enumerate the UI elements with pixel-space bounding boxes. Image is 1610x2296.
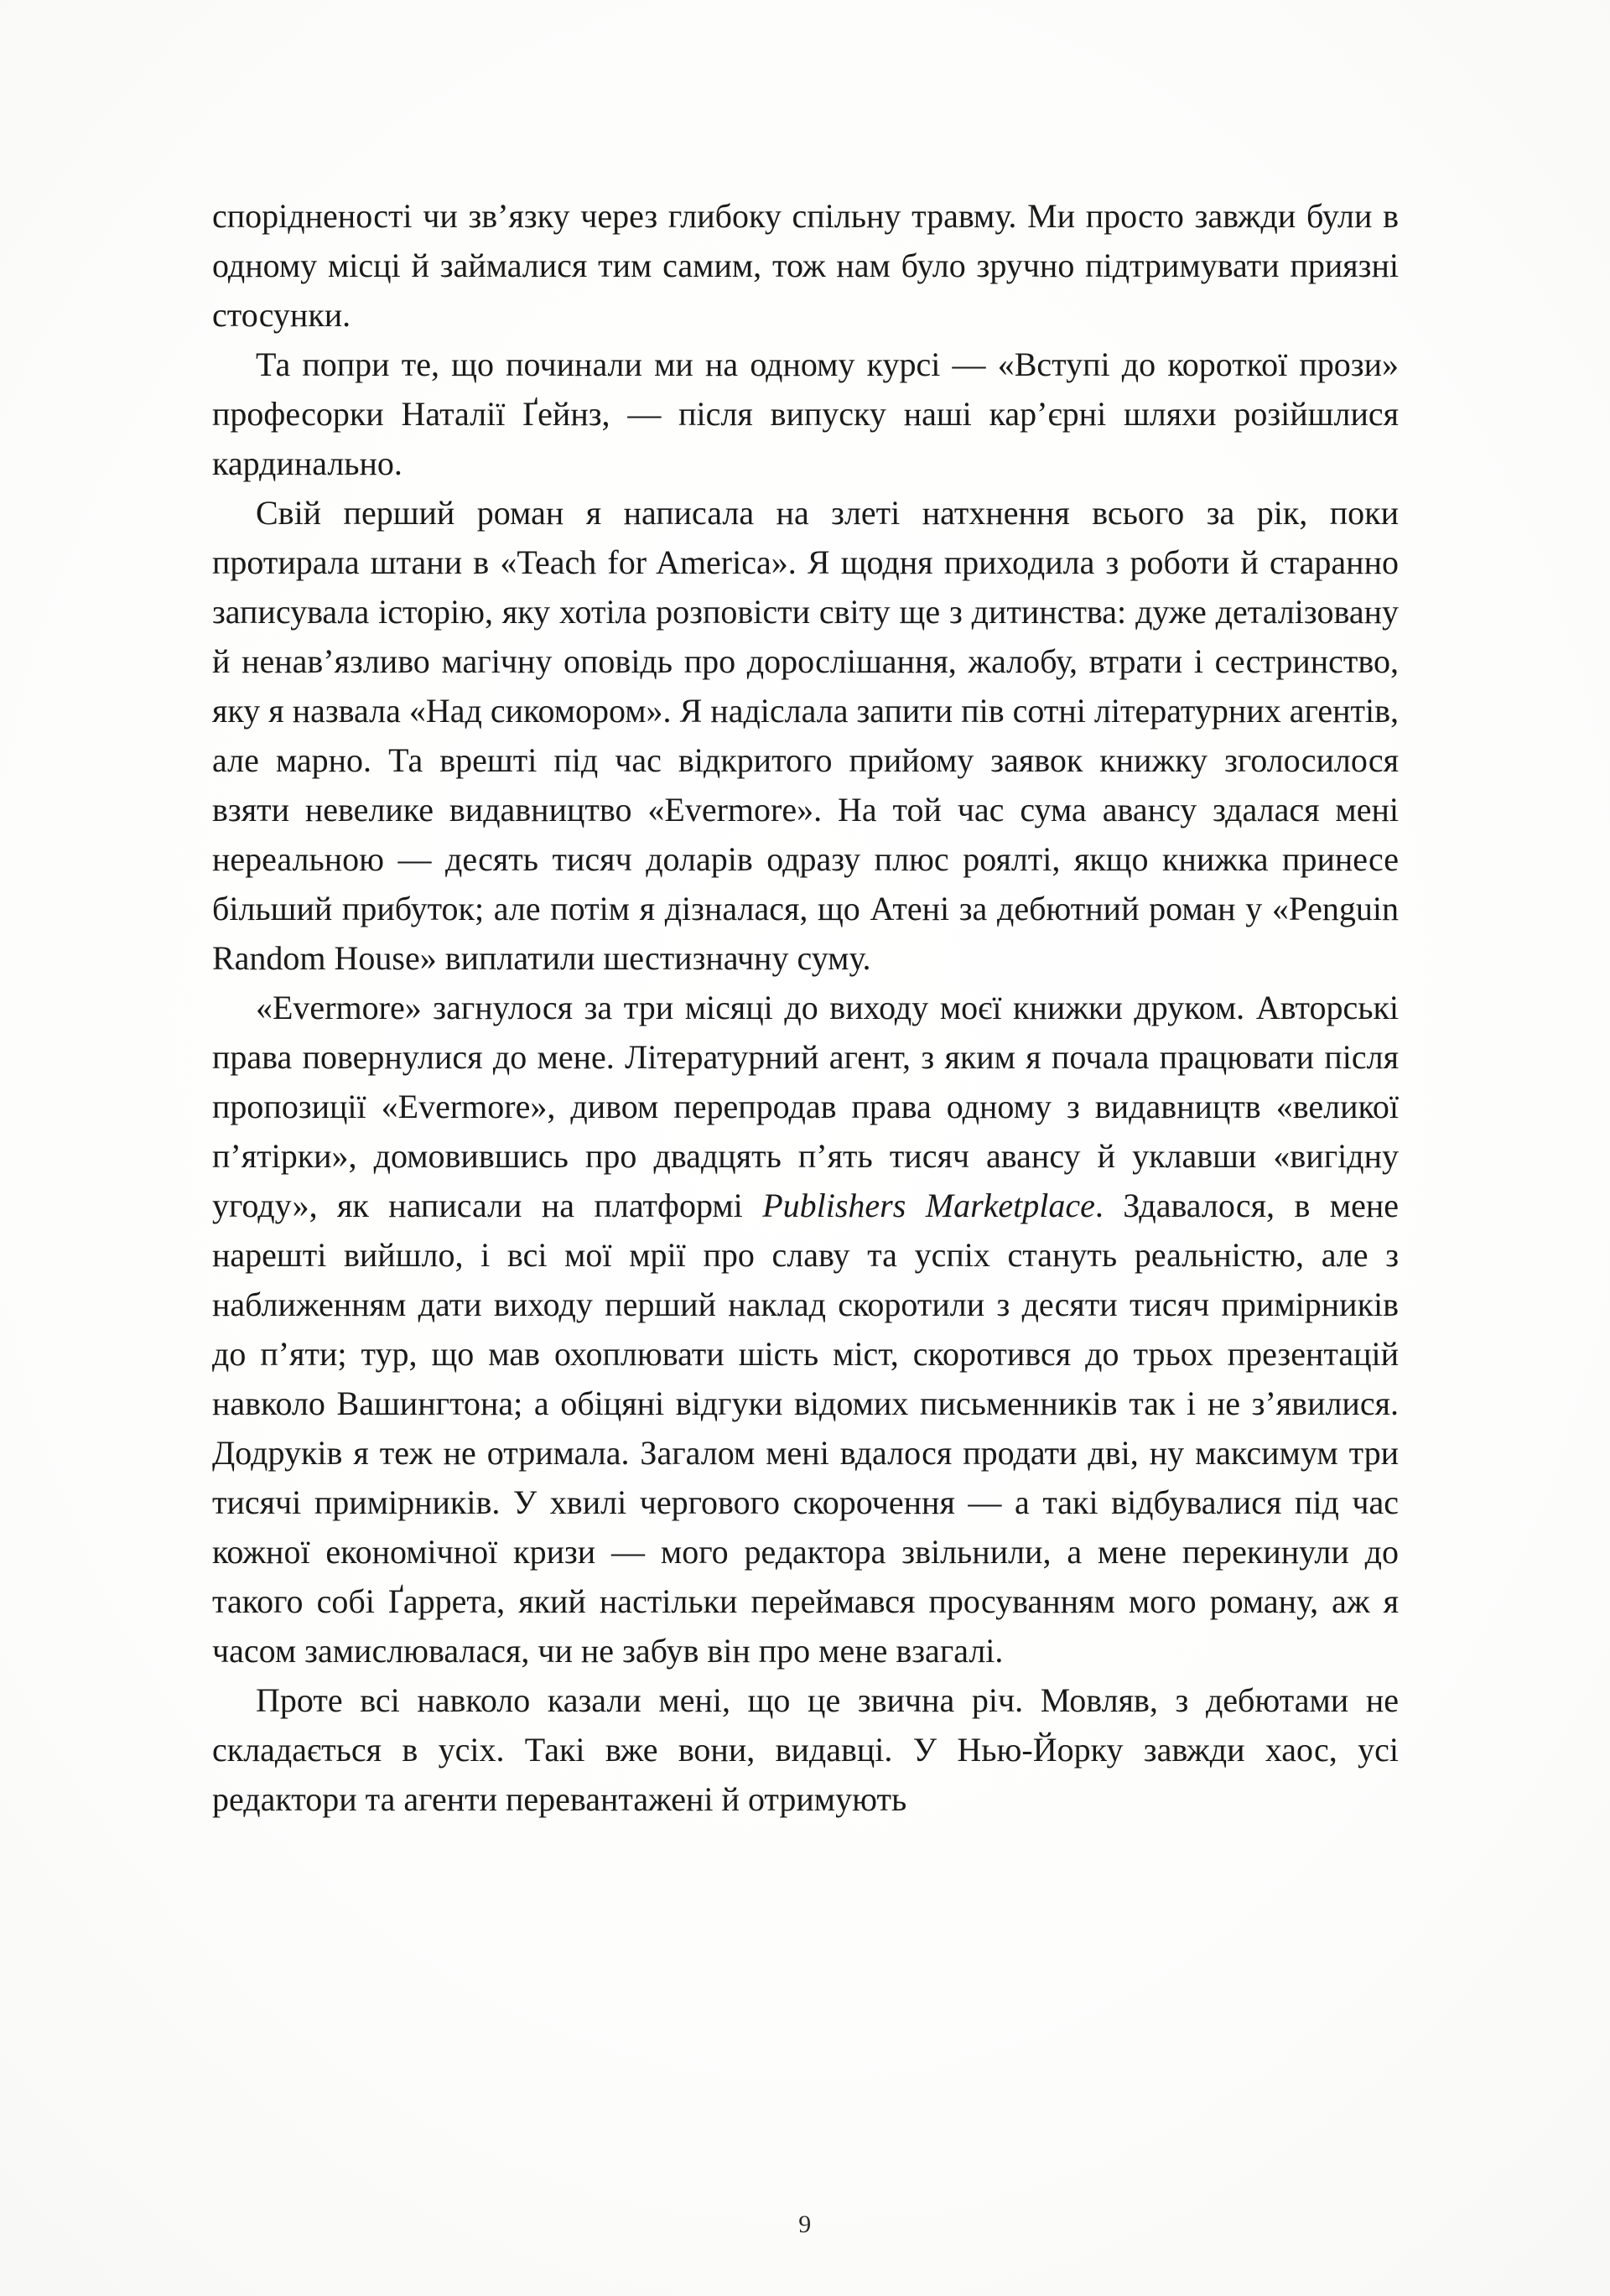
paragraph-3: Свій перший роман я написала на злеті натхнення всього за рік, поки протирала штани в «Teach for America». Я щодня приходила з роботи й старанно записувала історію, яку хотіла розповісти світу ще з дитинства: дуже деталізовану й ненав’язливо магічну оповідь про дорослішання, жалобу, втрати і сестринство, яку я назвала «Над сикомором». Я надіслала запити пів сотні літературних агентів, але марно. Та врешті під час відкритого прийому заявок книжку зголосилося взяти невелике видавництво «Evermore». На той час сума авансу здалася мені нереальною — десять тисяч доларів одразу плюс роялті, якщо книжка принесе більший прибуток; але потім я дізналася, що Атені за дебютний роман у «Penguin Random House» виплатили шестизначну суму. <box>212 494 1399 977</box>
publication-title-italic: Publishers Marketplace <box>762 1187 1095 1224</box>
paragraph-4 <box>212 983 1399 1675</box>
paragraph-1: спорідненості чи зв’язку через глибоку спільну травму. Ми просто завжди були в одному місці й займалися тим самим, тож нам було зручно підтримувати приязні стосунки. <box>212 197 1399 334</box>
paragraph-2: Та попри те, що починали ми на одному курсі — «Вступі до короткої прози» професорки Наталії Ґейнз, — після випуску наші кар’єрні шляхи розійшлися кардинально. <box>212 345 1399 482</box>
page-body-text <box>212 191 1399 1824</box>
paragraph-5: Проте всі навколо казали мені, що це звична річ. Мовляв, з дебютами не складається в усіх. Такі вже вони, видавці. У Нью-Йорку завжди хаос, усі редактори та агенти перевантажені й отримують <box>212 1681 1399 1818</box>
paragraph-4-text-before-italic: «Evermore» загнулося за три місяці до виходу моєї книжки друком. Авторські права повернулися до мене. Літературний агент, з яким я почала працювати після пропозиції «Evermore», дивом перепродав права одному з видавництв «великої п’ятірки», домовившись про двадцять п’ять тисяч авансу й уклавши «вигідну угоду», як написали на платформі <box>212 989 1399 1224</box>
page-number: 9 <box>798 2210 812 2238</box>
paragraph-4-text-after-italic: . Здавалося, в мене нарешті вийшло, і всі мої мрії про славу та успіх стануть реальністю, але з наближенням дати виходу перший наклад скоротили з десяти тисяч примірників до п’яти; тур, що мав охоплювати шість міст, скоротився до трьох презентацій навколо Вашингтона; а обіцяні відгуки відомих письменників так і не з’явилися. Додруків я теж не отримала. Загалом мені вдалося продати дві, ну максимум три тисячі примірників. У хвилі чергового скорочення — а такі відбувалися під час кожної економічної кризи — мого редактора звільнили, а мене перекинули до такого собі Ґаррета, який настільки переймався просуванням мого роману, аж я часом замислювалася, чи не забув він про мене взагалі. <box>212 1187 1399 1670</box>
